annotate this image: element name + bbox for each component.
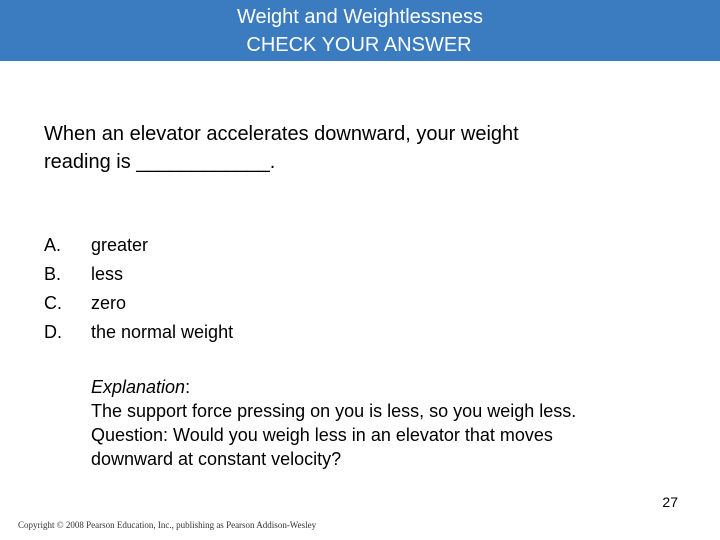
option-text: the normal weight: [91, 322, 234, 342]
explanation-heading: [91, 375, 691, 399]
option-letter: B.: [44, 264, 62, 284]
copyright-notice: Copyright © 2008 Pearson Education, Inc., publishing as Pearson Addison-Wesley: [18, 520, 317, 530]
option-letter: A.: [44, 235, 62, 255]
explanation-label-colon: :: [185, 377, 191, 397]
explanation-label: Explanation: [91, 377, 186, 397]
option-a: [44, 231, 444, 260]
question-line-2: reading is ____________.: [44, 151, 276, 173]
slide-title: Weight and Weightlessness: [236, 6, 484, 28]
option-text: zero: [91, 293, 127, 313]
page-number: 27: [662, 494, 678, 510]
question-text: [44, 120, 684, 176]
option-letter: D.: [44, 322, 62, 342]
option-text: less: [91, 264, 124, 284]
explanation-line-1: The support force pressing on you is less, so you weigh less.: [91, 401, 577, 421]
option-d: [44, 318, 444, 347]
question-line-1: When an elevator accelerates downward, your weight: [44, 123, 519, 145]
option-letter: C.: [44, 293, 62, 313]
explanation-line-2: Question: Would you weigh less in an elevator that moves: [91, 425, 553, 445]
answer-options: [44, 231, 444, 347]
option-b: [44, 260, 444, 289]
title-banner: [0, 0, 720, 61]
option-text: greater: [91, 235, 149, 255]
explanation-block: [91, 375, 691, 471]
slide-subtitle: CHECK YOUR ANSWER: [246, 34, 472, 56]
option-c: [44, 289, 444, 318]
explanation-line-3: downward at constant velocity?: [91, 449, 342, 469]
